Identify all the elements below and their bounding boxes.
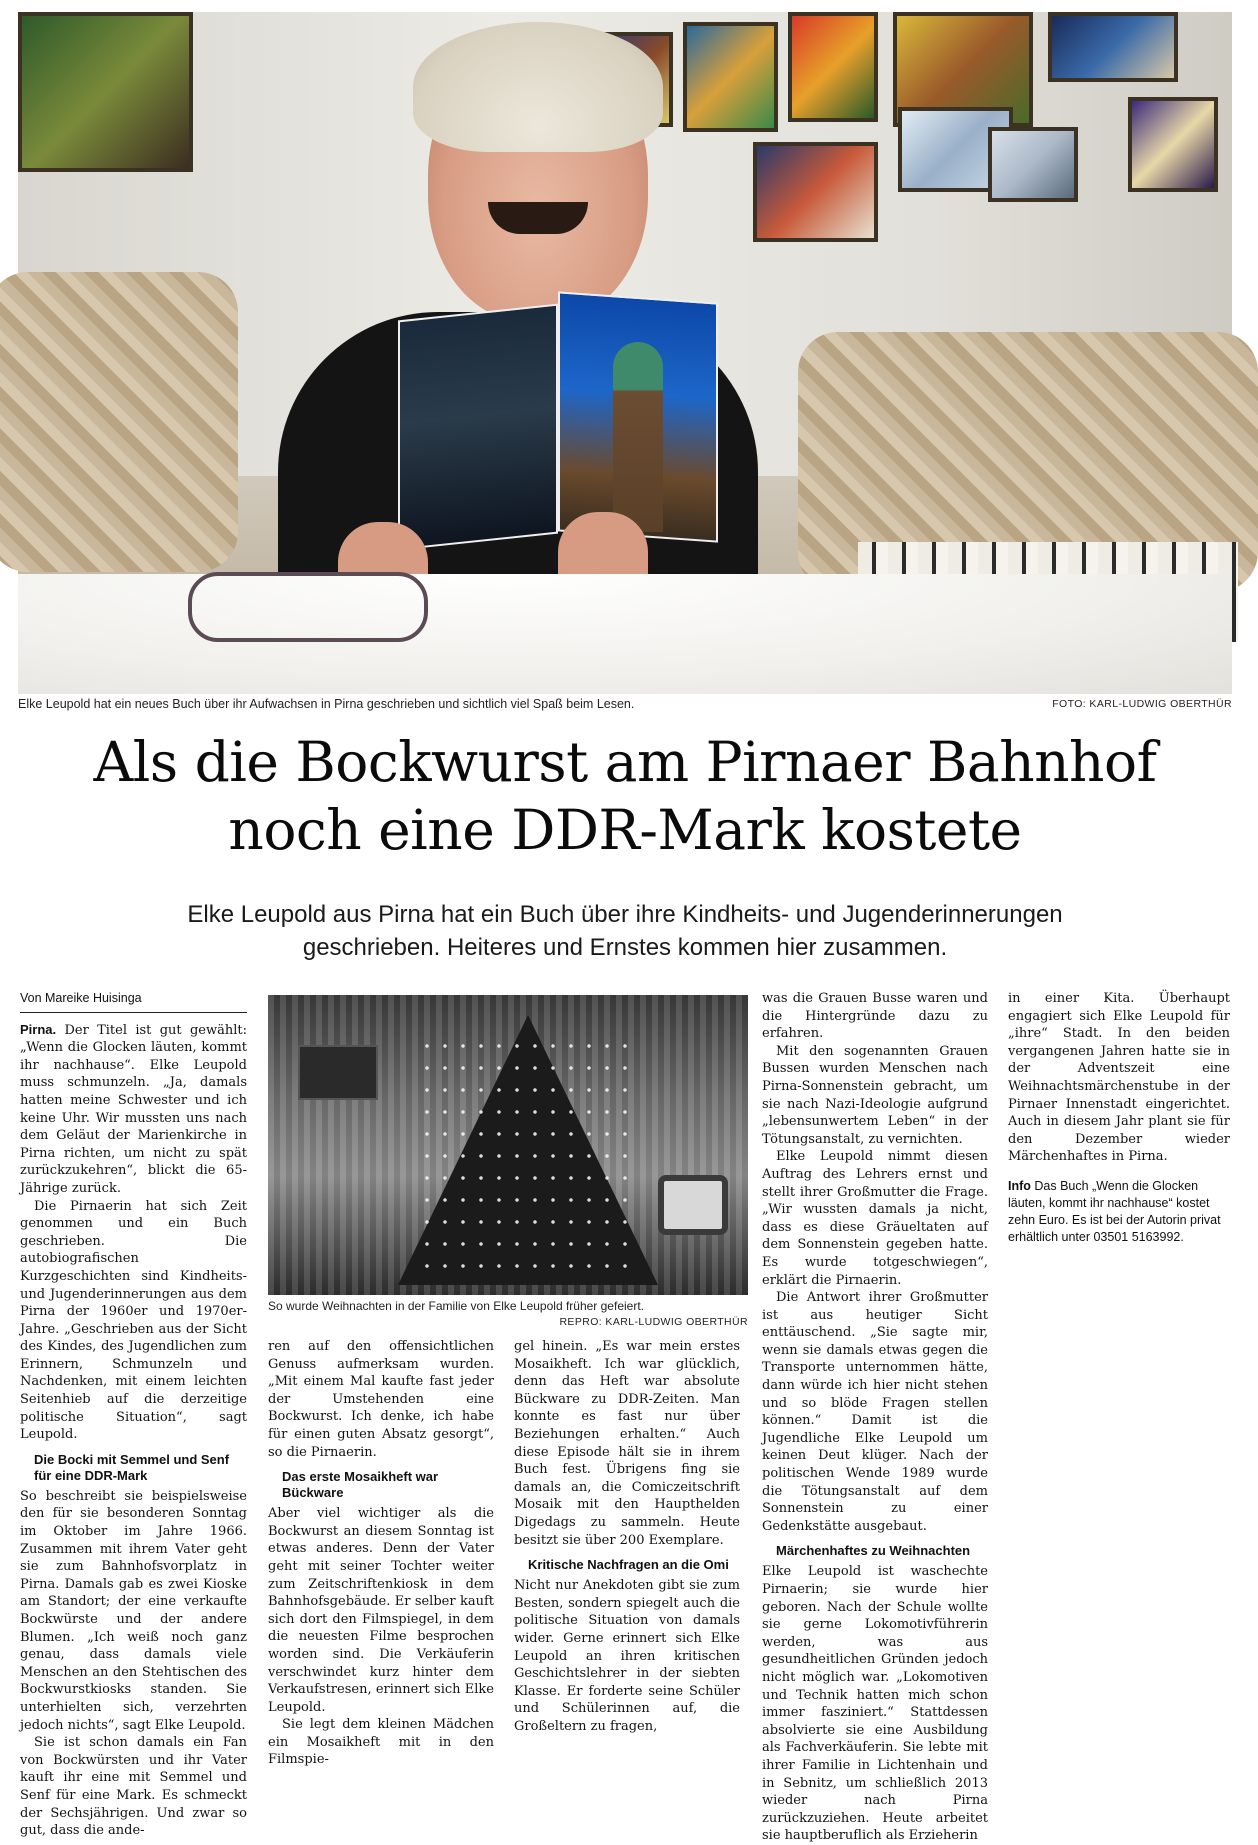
headline-line-1: Als die Bockwurst am Pirnaer Bahnhof [93, 730, 1157, 794]
paragraph: Elke Leupold ist waschechte Pirnaerin; sie wurde hier geboren. Nach der Schule wollte sie gerne Lokomotivführerin werden, was aus gesundheitlichen Gründen jedoch nicht möglich war. „Lokomotiven und Technik hatten mich schon immer fasziniert.“ Stattdessen absolvierte sie eine Ausbildung als Fachverkäuferin. Sie lebte mit ihrer Familie in Lichtenhain und in Sebnitz, um schließlich 2013 wieder nach Pirna zurückzuziehen. Heute arbeitet sie hauptberuflich als Erzieherin [762, 1564, 988, 1844]
book-cover-tower [613, 342, 663, 532]
inline-photo-credit: REPRO: KARL-LUDWIG OBERTHÜR [559, 1316, 748, 1328]
info-box [1008, 1178, 1230, 1246]
subheadline-line-2: geschrieben. Heiteres und Ernstes kommen hier zusammen. [302, 934, 948, 961]
reading-glasses [188, 572, 428, 642]
article-column-5 [1008, 990, 1230, 1246]
subheading: Kritische Nachfragen an die Omi [528, 1557, 729, 1573]
info-label: Info [1008, 1178, 1031, 1193]
article-column-1 [20, 990, 247, 1840]
paragraph: Die Pirnaerin hat sich Zeit genommen und ein Buch geschrieben. Die autobiografischen Kurzgeschichten sind Kindheits- und Jugenderinnerungen aus dem Pirna der 1960er und 1970er-Jahre. „Geschrieben aus der Sicht des Kindes, des Jugendlichen zum Erinnern, Schmunzeln und Nachdenken, mit einem leichten Seitenhieb auf die derzeitige politische Situation“, sagt Leupold. [20, 1198, 247, 1443]
person-hair [413, 22, 663, 152]
byline: Von Mareike Huisinga [20, 990, 247, 1013]
paragraph [20, 1021, 247, 1198]
painting-frame [753, 142, 878, 242]
paragraph: in einer Kita. Überhaupt engagiert sich Elke Leupold für „ihre“ Stadt. In den beiden vergangenen Jahren hatte sie in der Adventszeit eine Weihnachtsmärchenstube in der Pirnaer Innenstadt eingerichtet. Auch in diesem Jahr plant sie für den Dezember wieder Märchenhaftes in Pirna. [1008, 991, 1230, 1165]
photo-tv [658, 1175, 728, 1235]
subheading: Märchenhaftes zu Weihnachten [776, 1543, 971, 1559]
photo-radio [298, 1045, 378, 1100]
painting-frame [1128, 97, 1218, 192]
subheadline-line-1: Elke Leupold aus Pirna hat ein Buch über ihre Kindheits- und Jugenderinnerungen [187, 901, 1063, 928]
subheading: Das erste Mosaikheft war Bückware [282, 1469, 439, 1501]
main-photo [18, 12, 1232, 694]
headline [0, 728, 1250, 864]
paragraph-text: Der Titel ist gut gewählt: „Wenn die Glocken läuten, kommt ihr nachhause“. Elke Leupold muss schmunzeln. „Ja, damals hatten meine Schwester und ich keine Uhr. Wir mussten uns nach dem Geläut der Marienkirche in Pirna richten, um nicht zu spät zurückzukehren“, blickt die 65-Jährige zurück. [20, 1022, 247, 1196]
article-column-3 [514, 1338, 740, 1735]
paragraph: was die Grauen Busse waren und die Hintergründe dazu zu erfahren. [762, 991, 988, 1042]
paragraph: Die Antwort ihrer Großmutter ist aus heutiger Sicht enttäuschend. „Sie sagte mir, wenn sie damals etwas gegen die Transporte unternommen hätte, dann würde ich hier nicht stehen und so blöde Fragen stellen können.“ Damit ist die Jugendliche Elke Leupold um keinen Deut klüger. Nach der politischen Wende 1989 wurde die Tötungsanstalt auf dem Sonnenstein zu einer Gedenkstätte ausgebaut. [762, 1290, 988, 1534]
tree-lights [418, 1035, 638, 1275]
paragraph: So beschreibt sie beispielsweise den für sie besonderen Sonntag im Oktober im Jahre 1966. Zusammen mit ihrem Vater geht sie zum Bahnhofsvorplatz in Pirna. Damals gab es zwei Kioske am Standort; der eine verkaufte Bockwürste und der andere Blumen. „Ich weiß noch ganz genau, dass damals viele Menschen an den Stehtischen des Bockwurstkiosks standen. Sie unterhielten sich, verzehrten jedoch nichts“, sagt Elke Leupold. [20, 1488, 247, 1733]
paragraph: Elke Leupold nimmt diesen Auftrag des Lehrers ernst und stellt ihrer Großmutter die Frage. „Wir wussten damals ja nicht, dass es diese Gräueltaten auf dem Sonnenstein gegeben hatte. Es wurde totgeschwiegen“, erklärt die Pirnaerin. [762, 1149, 988, 1288]
article-column-2 [268, 1338, 494, 1769]
paragraph: Sie legt dem kleinen Mädchen ein Mosaikheft mit in den Filmspie- [268, 1717, 494, 1768]
paragraph: Nicht nur Anekdoten gibt sie zum Besten, sondern spiegelt auch die politische Situation von damals wider. Gerne erinnert sich Elke Leupold an ihren kritischen Geschichtslehrer in der siebten Klasse. Er forderte seine Schüler und Schülerinnen auf, die Großeltern zu fragen, [514, 1578, 740, 1734]
paragraph: gel hinein. „Es war mein erstes Mosaikheft. Ich war glücklich, denn das Heft war absolute Bückware zu DDR-Zeiten. Man konnte es fast nur über Beziehungen erhalten.“ Auch diese Episode hält sie in ihrem Buch fest. Übrigens fing sie damals an, die Comiczeitschrift Mosaik mit den Haupthelden Digedags zu sammeln. Heute besitzt sie über 200 Exemplare. [514, 1339, 740, 1548]
painting-frame [988, 127, 1078, 202]
headline-line-2: noch eine DDR-Mark kostete [228, 798, 1022, 862]
paragraph: Sie ist schon damals ein Fan von Bockwürsten und ihr Vater kauft ihr eine mit Semmel und Senf für eine Mark. Es schmeckt der Sechsjährigen. Und zwar so gut, dass die ande- [20, 1735, 247, 1839]
article-column-4 [762, 990, 988, 1845]
dateline: Pirna. [20, 1021, 57, 1037]
painting-frame [18, 12, 193, 172]
christmas-photo [268, 995, 748, 1295]
paragraph: Mit den sogenannten Grauen Bussen wurden Menschen nach Pirna-Sonnenstein gebracht, um sie nach Nazi-Ideologie aufgrund „lebensunwertem Leben“ in der Tötungsanstalt, zu vernichten. [762, 1043, 988, 1147]
paragraph: ren auf den offensichtlichen Genuss aufmerksam wurden. „Mit einem Mal kaufte fast jeder der Umstehenden eine Bockwurst. Ich denke, ich habe für einen guten Absatz gesorgt“, so die Pirnaerin. [268, 1339, 494, 1460]
painting-frame [788, 12, 878, 122]
photo-caption: Elke Leupold hat ein neues Buch über ihr Aufwachsen in Pirna geschrieben und sichtlich viel Spaß beim Lesen. [18, 697, 635, 711]
painting-frame [683, 22, 778, 132]
photo-credit: FOTO: KARL-LUDWIG OBERTHÜR [1052, 698, 1232, 710]
painting-frame [1048, 12, 1178, 82]
subheading: Die Bocki mit Semmel und Senf für eine DDR-Mark [34, 1451, 230, 1483]
subheadline [0, 898, 1250, 964]
inline-photo-caption: So wurde Weihnachten in der Familie von Elke Leupold früher gefeiert. [268, 1299, 644, 1313]
sofa-left [0, 272, 238, 572]
paragraph: Aber viel wichtiger als die Bockwurst an diesem Sonntag ist etwas anderes. Denn der Vater geht mit seiner Tochter weiter zum Zeitschriftenkiosk in dem Bahnhofsgebäude. Er selber kauft sich dort den Filmspiegel, in dem die neuesten Filme besprochen worden sind. Die Verkäuferin verschwindet kurz hinter dem Verkaufstresen, erinnert sich Elke Leupold. [268, 1506, 494, 1715]
book-back-cover [398, 304, 558, 551]
info-text: Das Buch „Wenn die Glocken läuten, kommt ihr nachhause“ kostet zehn Euro. Es ist bei der Autorin privat erhältlich unter 03501 5163992. [1008, 1178, 1221, 1244]
